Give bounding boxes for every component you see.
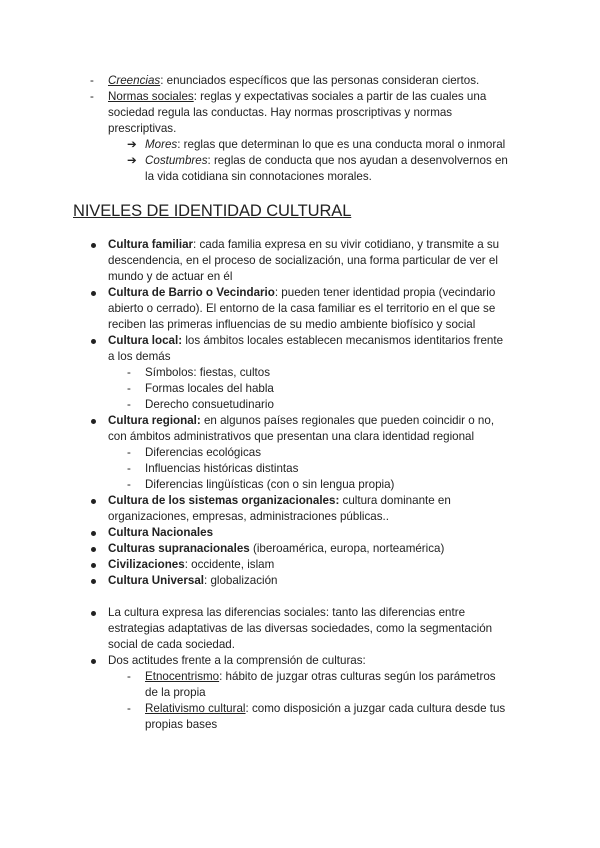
civ-item (108, 557, 274, 573)
local-line2: a los demás (108, 350, 171, 363)
arrow-icon: ➔ (127, 138, 137, 151)
supra-item (108, 541, 444, 557)
bullet-icon (91, 243, 96, 248)
org-line1: cultura dominante en (339, 494, 451, 507)
local-sub-item: Derecho consuetudinario (145, 398, 274, 411)
local-term: Cultura local: (108, 334, 183, 347)
org-term: Cultura de los sistemas organizacionales: (108, 494, 340, 507)
dash-marker: - (127, 382, 131, 395)
normas-line1: : reglas y expectativas sociales a partir de las cuales una (193, 90, 487, 103)
local-line1: los ámbitos locales establecen mecanismos identitarios frente (182, 334, 504, 347)
nacionales-term: Cultura Nacionales (108, 526, 214, 539)
supra-text: (iberoamérica, europa, norteamérica) (249, 542, 445, 555)
attitudes-line: Dos actitudes frente a la comprensión de culturas: (108, 654, 366, 667)
dash-marker: - (90, 90, 94, 103)
familiar-line2: descendencia, en el proceso de socialización, una forma particular de ver el (108, 254, 498, 267)
barrio-line3: reciben las primeras influencias de su medio ambiente biofísico y social (108, 318, 476, 331)
normas-line3: prescriptivas. (108, 122, 177, 135)
barrio-line2: abierto o cerrado). El entorno de la casa familiar es el territorio en el que se (108, 302, 496, 315)
etno-line1: : hábito de juzgar otras culturas según los parámetros (219, 670, 496, 683)
relat-term: Relativismo cultural (145, 702, 246, 715)
mores-term: Mores (145, 138, 178, 151)
bullet-icon (91, 291, 96, 296)
dash-marker: - (127, 398, 131, 411)
bullet-icon (91, 531, 96, 536)
dash-marker: - (127, 462, 131, 475)
familiar-item (108, 237, 499, 253)
familiar-term: Cultura familiar (108, 238, 194, 251)
normas-line2: sociedad regula las conductas. Hay normas proscriptivas y normas (108, 106, 453, 119)
regional-item (108, 413, 494, 429)
bullet-icon (91, 419, 96, 424)
bullet-icon (91, 659, 96, 664)
dash-marker: - (90, 74, 94, 87)
mores-item (145, 137, 505, 153)
universal-term: Cultura Universal (108, 574, 204, 587)
dash-marker: - (127, 366, 131, 379)
org-line2: organizaciones, empresas, administraciones públicas.. (108, 510, 389, 523)
regional-sub-item: Diferencias ecológicas (145, 446, 261, 459)
etno-line2: de la propia (145, 686, 206, 699)
regional-line2: con ámbitos administrativos que presentan una clara identidad regional (108, 430, 475, 443)
regional-term: Cultura regional: (108, 414, 201, 427)
bullet-icon (91, 547, 96, 552)
familiar-line3: mundo y de actuar en él (108, 270, 233, 283)
normas-item (108, 89, 486, 105)
barrio-term: Cultura de Barrio o Vecindario (108, 286, 275, 299)
supra-term: Culturas supranacionales (108, 542, 250, 555)
regional-sub-item: Diferencias lingüísticas (con o sin lengua propia) (145, 478, 395, 491)
familiar-line1: : cada familia expresa en su vivir cotidiano, y transmite a su (193, 238, 500, 251)
dash-marker: - (127, 670, 131, 683)
dash-marker: - (127, 446, 131, 459)
section-heading: NIVELES DE IDENTIDAD CULTURAL (73, 202, 352, 220)
costumbres-term: Costumbres (145, 154, 208, 167)
local-sub-item: Formas locales del habla (145, 382, 274, 395)
universal-item (108, 573, 277, 589)
regional-sub-item: Influencias históricas distintas (145, 462, 299, 475)
local-item (108, 333, 503, 349)
relat-line1: : como disposición a juzgar cada cultura desde tus (245, 702, 506, 715)
costumbres-line1: : reglas de conducta que nos ayudan a desenvolvernos en (207, 154, 508, 167)
costumbres-item (145, 153, 508, 169)
relat-line2: propias bases (145, 718, 218, 731)
dash-marker: - (127, 702, 131, 715)
costumbres-line2: la vida cotidiana sin connotaciones morales. (145, 170, 372, 183)
diff-line2: estrategias adaptativas de las diversas sociedades, como la segmentación (108, 622, 493, 635)
diff-line3: social de cada sociedad. (108, 638, 235, 651)
org-item (108, 493, 451, 509)
creencias-term: Creencias (108, 74, 161, 87)
civ-term: Civilizaciones (108, 558, 185, 571)
creencias-text: : enunciados específicos que las personas consideran ciertos. (160, 74, 480, 87)
etno-item (145, 669, 496, 685)
etno-term: Etnocentrismo (145, 670, 220, 683)
bullet-icon (91, 563, 96, 568)
bullet-icon (91, 579, 96, 584)
creencias-item (108, 73, 479, 89)
diff-line1: La cultura expresa las diferencias sociales: tanto las diferencias entre (108, 606, 466, 619)
barrio-line1: : pueden tener identidad propia (vecindario (274, 286, 496, 299)
dash-marker: - (127, 478, 131, 491)
local-sub-item: Símbolos: fiestas, cultos (145, 366, 271, 379)
bullet-icon (91, 611, 96, 616)
arrow-icon: ➔ (127, 154, 137, 167)
normas-term: Normas sociales (108, 90, 194, 103)
barrio-item (108, 285, 495, 301)
bullet-icon (91, 339, 96, 344)
civ-text: : occidente, islam (184, 558, 275, 571)
bullet-icon (91, 499, 96, 504)
mores-text: : reglas que determinan lo que es una conducta moral o inmoral (177, 138, 506, 151)
regional-line1: en algunos países regionales que pueden coincidir o no, (200, 414, 495, 427)
relat-item (145, 701, 505, 717)
universal-text: : globalización (204, 574, 278, 587)
